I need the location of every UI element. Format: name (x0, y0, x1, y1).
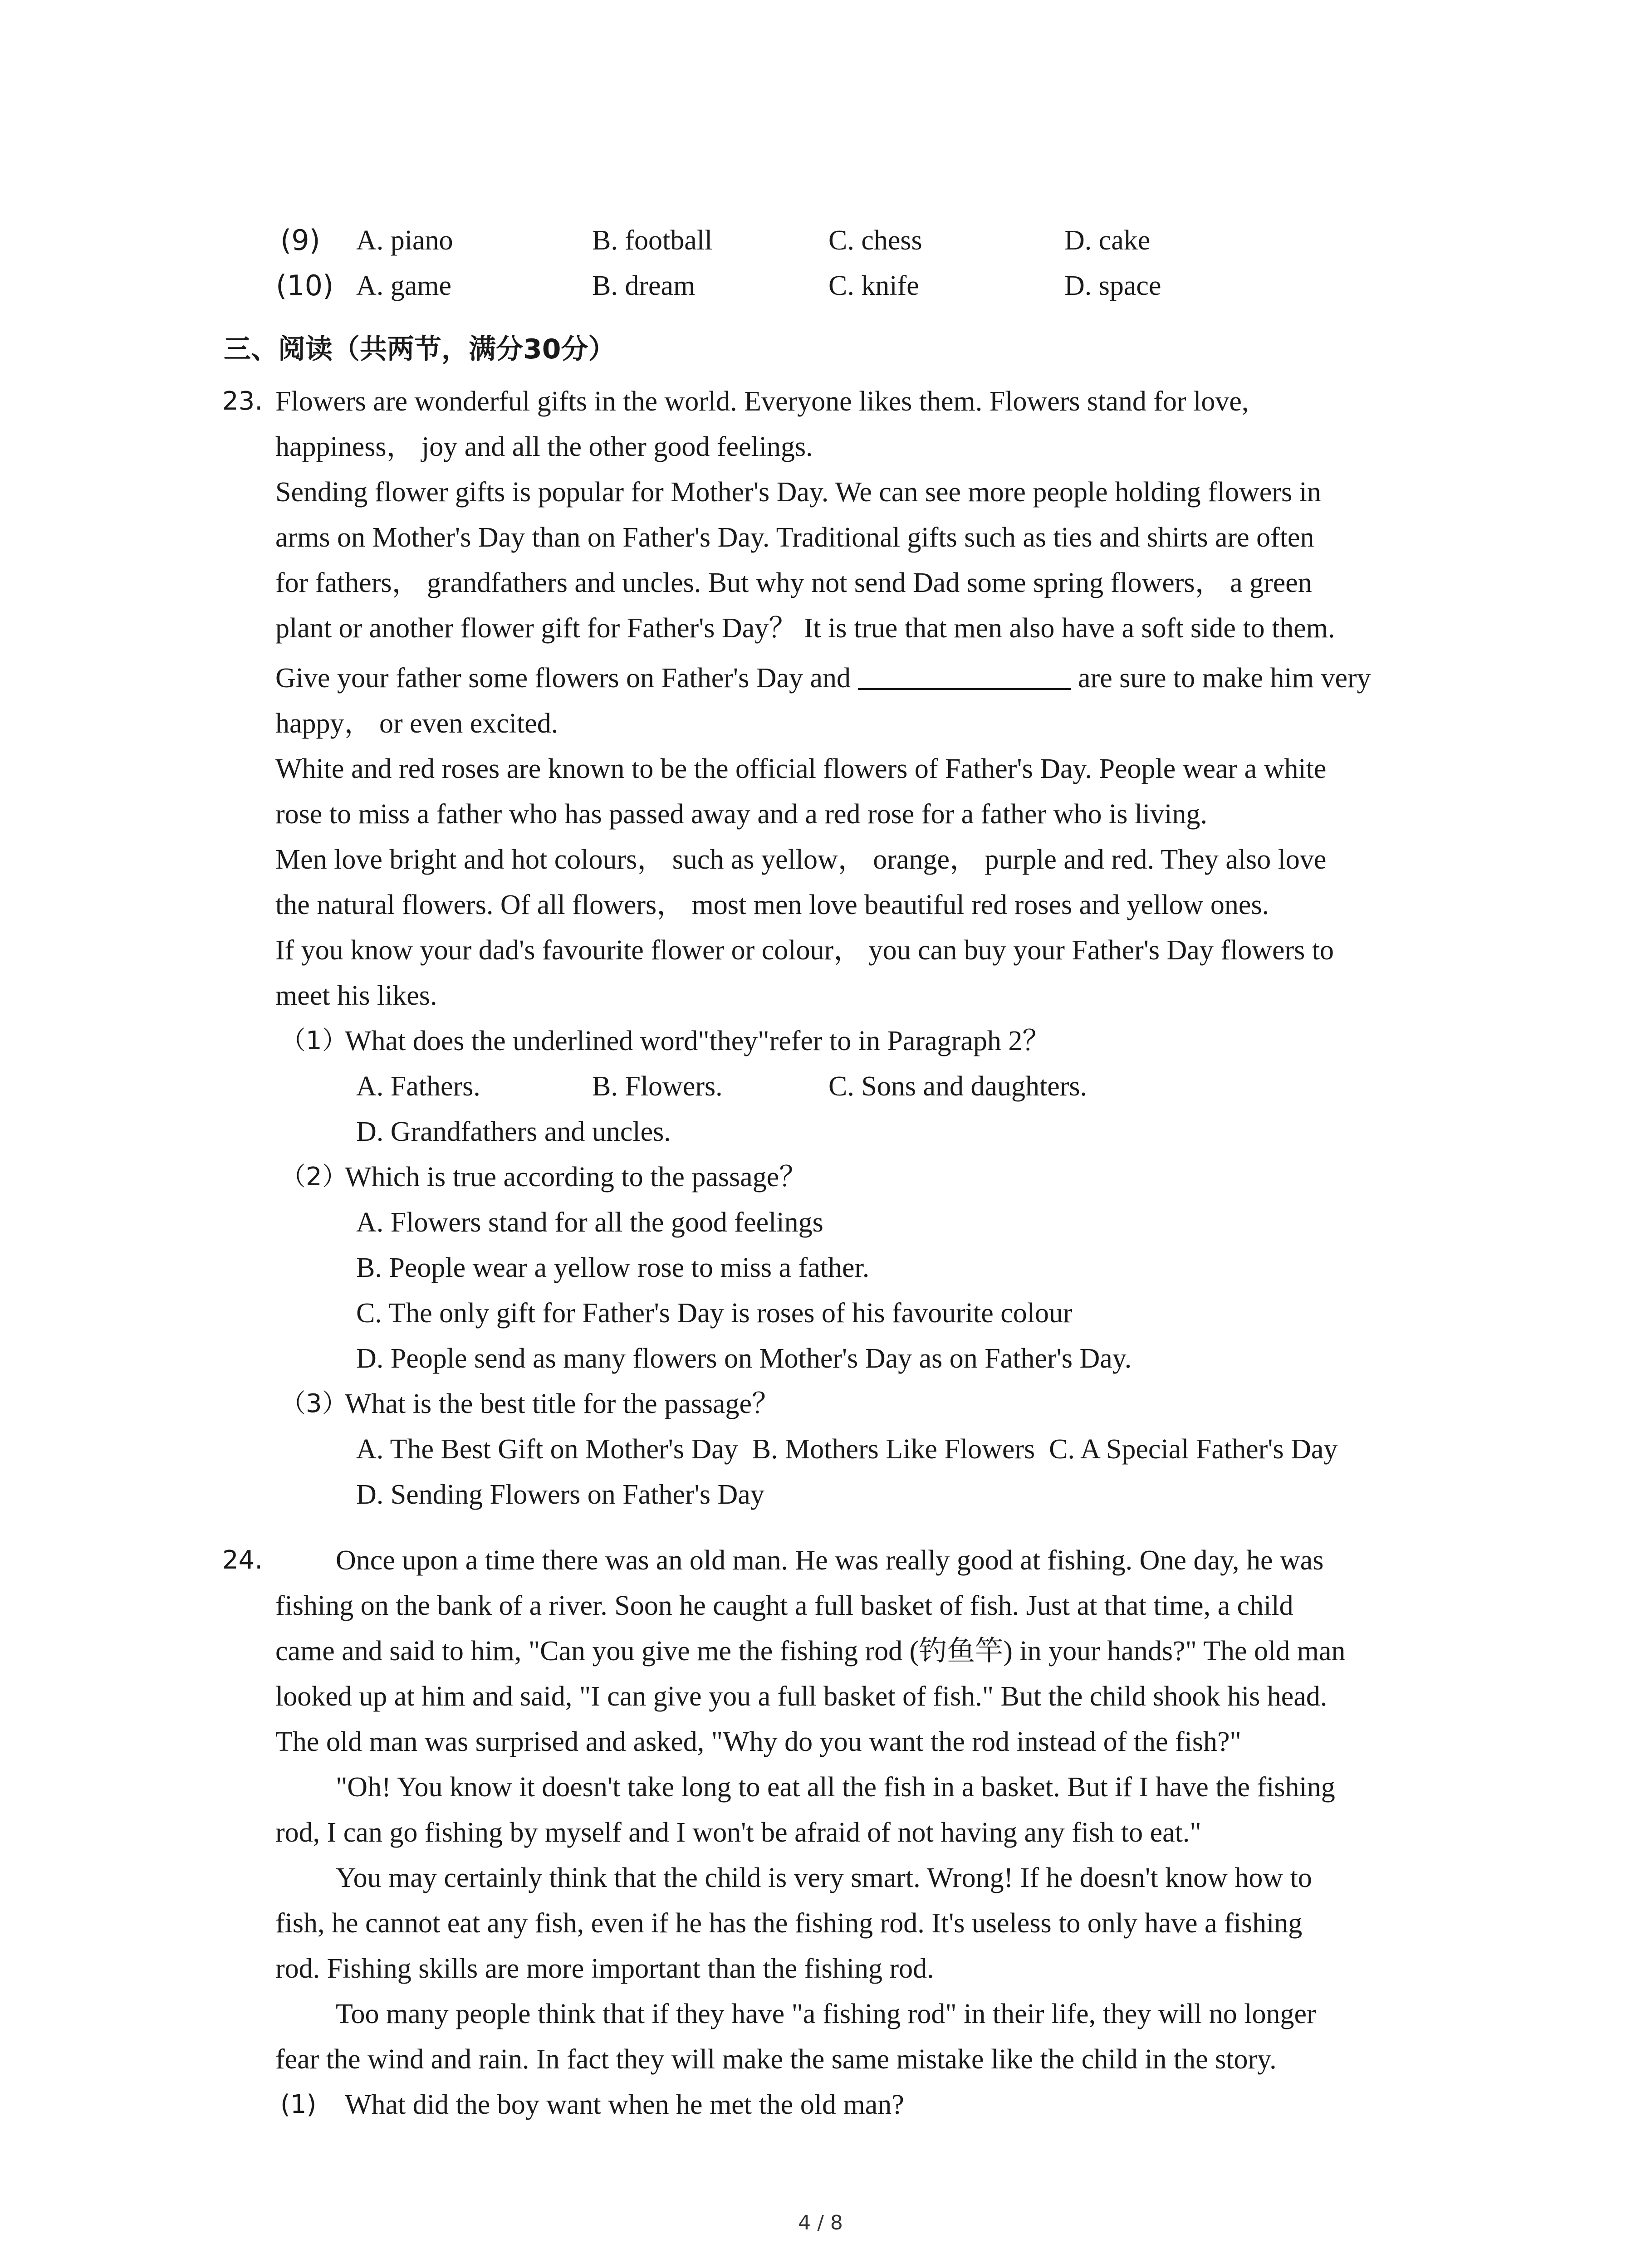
question-23-number: 23. (222, 386, 263, 416)
q23-sub-2-number: （2） (280, 1162, 348, 1192)
q24-line-7: rod, I can go fishing by myself and I won't be afraid of not having any fish to eat." (275, 1817, 1201, 1848)
q23-sub-2-option-a[interactable]: A. Flowers stand for all the good feelings (356, 1207, 823, 1238)
q23-sub-1-option-c[interactable]: C. Sons and daughters. (828, 1071, 1087, 1102)
q24-line-11: Too many people think that if they have "a fishing rod" in their life, they will no longer (336, 1999, 1316, 2029)
q23-paragraph-2-line-5 (275, 660, 1371, 696)
item-9-option-a: A. piano (356, 225, 453, 256)
q24-line-2: fishing on the bank of a river. Soon he caught a full basket of fish. Just at that time, a child (275, 1590, 1293, 1621)
question-24-number: 24. (222, 1545, 263, 1575)
q24-sub-1-number: (1) (280, 2090, 317, 2119)
q23-paragraph-3-line-2: rose to miss a father who has passed away and a red rose for a father who is living. (275, 799, 1207, 830)
q24-line-12: fear the wind and rain. In fact they will make the same mistake like the child in the story. (275, 2044, 1277, 2075)
q23-blank-sentence-end: are sure to make him very (1071, 663, 1371, 694)
q23-paragraph-5-line-2: meet his likes. (275, 980, 437, 1011)
q23-paragraph-2-line-2: arms on Mother's Day than on Father's Day. Traditional gifts such as ties and shirts are often (275, 522, 1314, 553)
q24-line-1: Once upon a time there was an old man. He was really good at fishing. One day, he was (336, 1545, 1324, 1576)
item-10-option-a: A. game (356, 270, 452, 301)
q24-line-4: looked up at him and said, "I can give you a full basket of fish." But the child shook his head. (275, 1681, 1327, 1712)
q24-line-9: fish, he cannot eat any fish, even if he has the fishing rod. It's useless to only have a fishing (275, 1908, 1303, 1939)
q23-sub-3-option-d[interactable]: D. Sending Flowers on Father's Day (356, 1479, 764, 1510)
q24-line-5: The old man was surprised and asked, "Why do you want the rod instead of the fish?" (275, 1726, 1241, 1757)
q23-sub-3-options-abc[interactable]: A. The Best Gift on Mother's Day B. Mothers Like Flowers C. A Special Father's Day (356, 1434, 1338, 1465)
q24-line-3: came and said to him, "Can you give me the fishing rod (钓鱼竿) in your hands?" The old man (275, 1636, 1346, 1667)
page-number: 4 / 8 (798, 2211, 843, 2234)
q23-paragraph-2-line-1: Sending flower gifts is popular for Mother's Day. We can see more people holding flowers in (275, 477, 1321, 508)
q23-paragraph-1-line-1: Flowers are wonderful gifts in the world. Everyone likes them. Flowers stand for love, (275, 386, 1249, 417)
q24-sub-1-question: What did the boy want when he met the old man? (345, 2089, 904, 2120)
item-10-option-b: B. dream (592, 270, 696, 301)
q23-paragraph-4-line-1: Men love bright and hot colours， such as yellow， orange， purple and red. They also love (275, 844, 1327, 875)
q23-sub-2-option-d[interactable]: D. People send as many flowers on Mother's Day as on Father's Day. (356, 1343, 1132, 1374)
section-heading: 三、阅读（共两节，满分30分） (224, 333, 616, 365)
q24-line-10: rod. Fishing skills are more important than the fishing rod. (275, 1953, 934, 1984)
q23-sub-1-option-a[interactable]: A. Fathers. (356, 1071, 480, 1102)
q23-sub-2-option-b[interactable]: B. People wear a yellow rose to miss a father. (356, 1252, 870, 1283)
q23-sub-2-option-c[interactable]: C. The only gift for Father's Day is roses of his favourite colour (356, 1298, 1073, 1329)
q23-paragraph-2-line-3: for fathers， grandfathers and uncles. But why not send Dad some spring flowers， a green (275, 567, 1312, 598)
q23-sub-1-option-d[interactable]: D. Grandfathers and uncles. (356, 1116, 671, 1147)
q23-sub-2-question: Which is true according to the passage？ (345, 1162, 808, 1193)
q23-sub-3-number: （3） (280, 1389, 348, 1418)
item-10-option-c: C. knife (828, 270, 919, 301)
item-9-option-d: D. cake (1064, 225, 1151, 256)
q23-paragraph-1-line-2: happiness， joy and all the other good feelings. (275, 431, 813, 462)
item-10-option-d: D. space (1064, 270, 1161, 301)
q23-sub-1-question: What does the underlined word"they"refer to in Paragraph 2？ (345, 1026, 1051, 1056)
item-10-number: (10) (276, 269, 334, 302)
q23-sub-3-question: What is the best title for the passage？ (345, 1388, 780, 1419)
q23-paragraph-2-line-4: plant or another flower gift for Father's Day？ It is true that men also have a soft side to them. (275, 613, 1335, 644)
q23-sub-1-number: （1） (280, 1026, 348, 1056)
q23-sub-1-option-b[interactable]: B. Flowers. (592, 1071, 723, 1102)
fill-in-blank[interactable] (858, 661, 1071, 690)
q24-line-6: "Oh! You know it doesn't take long to eat all the fish in a basket. But if I have the fishing (336, 1772, 1335, 1803)
q23-paragraph-5-line-1: If you know your dad's favourite flower or colour， you can buy your Father's Day flowers to (275, 935, 1334, 966)
item-9-number: (9) (280, 224, 320, 257)
q23-blank-sentence-start: Give your father some flowers on Father's Day and (275, 663, 858, 694)
q23-paragraph-2-line-6: happy， or even excited. (275, 708, 558, 739)
q24-line-8: You may certainly think that the child is very smart. Wrong! If he doesn't know how to (336, 1862, 1312, 1893)
q23-paragraph-3-line-1: White and red roses are known to be the official flowers of Father's Day. People wear a white (275, 753, 1327, 784)
item-9-option-c: C. chess (828, 225, 922, 256)
item-9-option-b: B. football (592, 225, 713, 256)
q23-paragraph-4-line-2: the natural flowers. Of all flowers， most men love beautiful red roses and yellow ones. (275, 890, 1269, 920)
